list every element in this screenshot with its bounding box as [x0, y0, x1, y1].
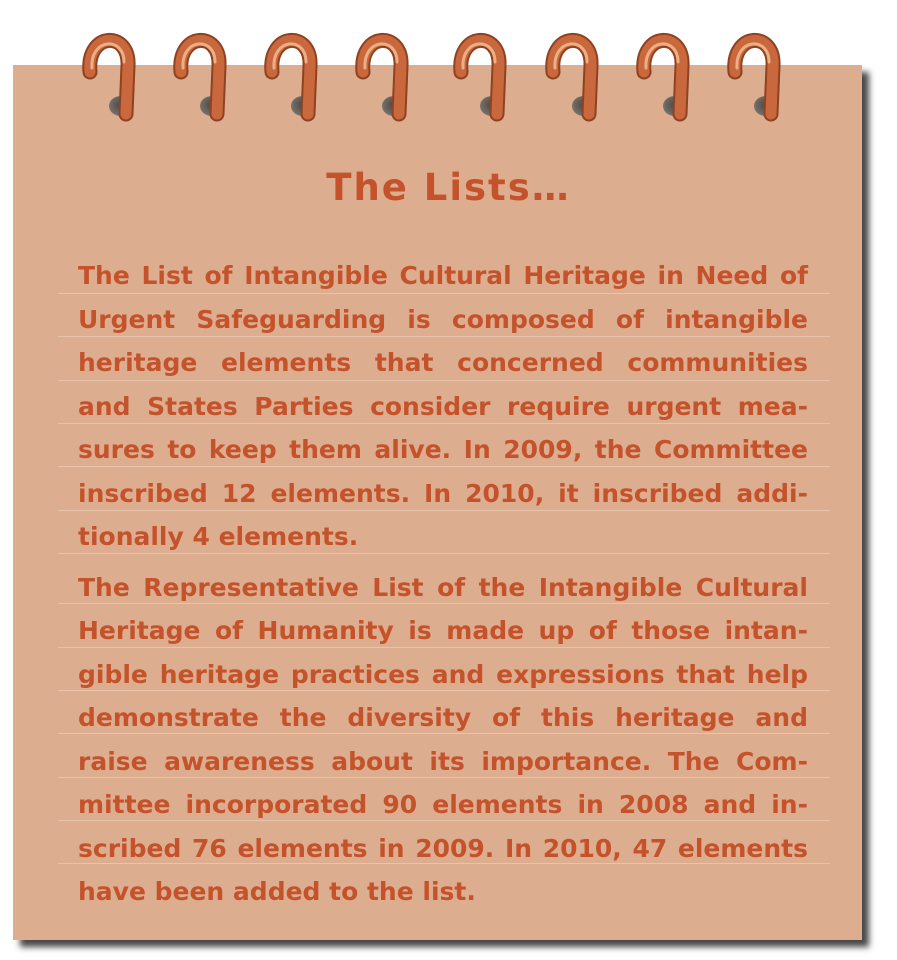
- page-title: The Lists…: [326, 166, 571, 209]
- paragraph-representative-list: The Representative List of the Intangible Cultural Heritage of Humanity is made up of those intangible heritage practices and expressions that help demonstrate the diversity of this heritage and raise awareness about its importance. The Committee incorporated 90 elements in 2008 and inscribed 76 elements in 2009. In 2010, 47 elements have been added to the list.: [78, 572, 808, 906]
- binding-ring-icon: [171, 22, 235, 126]
- binding-ring-icon: [80, 22, 144, 126]
- binding-ring-icon: [353, 22, 417, 126]
- paragraph-urgent-safeguarding: The List of Intangible Cultural Heritage in Need of Urgent Safeguarding is composed of intangible heritage elements that concerned communities and States Parties consider require urgent measures to keep them alive. In 2009, the Committee inscribed 12 elements. In 2010, it inscribed additionally 4 elements.: [78, 261, 808, 551]
- binding-ring-icon: [262, 22, 326, 126]
- note-body: [78, 254, 808, 914]
- binding-ring-icon: [543, 22, 607, 126]
- binding-ring-icon: [634, 22, 698, 126]
- binding-ring-icon: [451, 22, 515, 126]
- binding-ring-icon: [725, 22, 789, 126]
